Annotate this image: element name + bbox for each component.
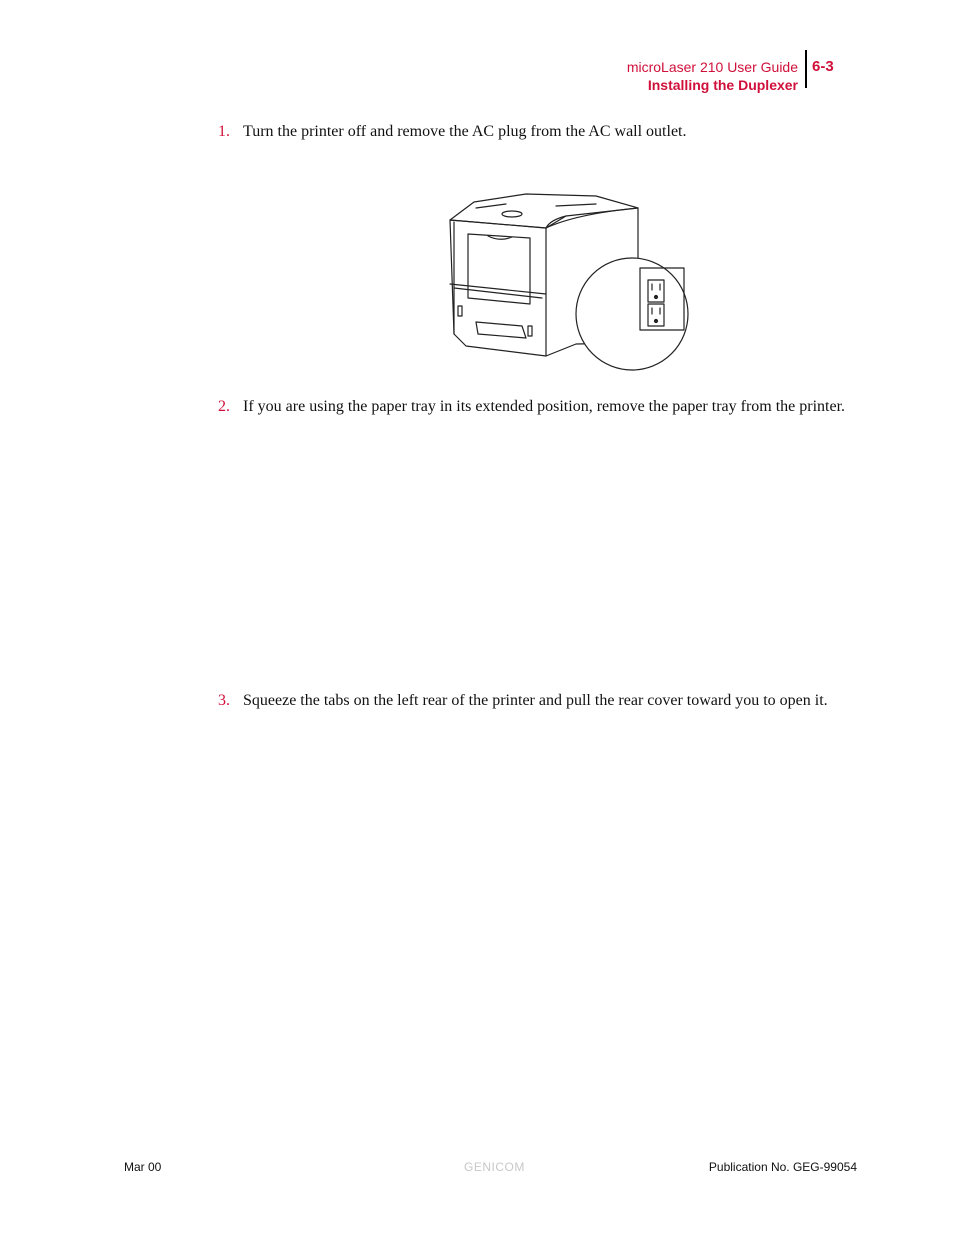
page-number: 6-3 xyxy=(812,58,834,75)
step-text: If you are using the paper tray in its extended position, remove the paper tray from the printer. xyxy=(243,398,846,415)
step-text: Turn the printer off and remove the AC plug from the AC wall outlet. xyxy=(243,123,687,140)
step-number: 2. xyxy=(218,398,230,415)
step-number: 1. xyxy=(218,123,230,140)
step-number: 3. xyxy=(218,692,230,709)
running-header xyxy=(627,58,798,94)
printer-wall-outlet-illustration xyxy=(446,186,694,374)
step-1 xyxy=(218,122,858,141)
footer-publication: Publication No. GEG-99054 xyxy=(708,1160,857,1174)
paper-tray-handle xyxy=(476,322,526,338)
section-title: Installing the Duplexer xyxy=(647,77,798,93)
step-2 xyxy=(218,397,858,416)
header-divider xyxy=(805,50,807,88)
step-text: Squeeze the tabs on the left rear of the printer and pull the rear cover toward you to open it. xyxy=(243,692,828,709)
outlet-callout-circle xyxy=(576,258,688,370)
step-3 xyxy=(218,691,858,710)
footer-brand: GENICOM xyxy=(464,1160,525,1174)
guide-title: microLaser 210 User Guide xyxy=(626,59,798,75)
footer-date: Mar 00 xyxy=(124,1160,162,1174)
